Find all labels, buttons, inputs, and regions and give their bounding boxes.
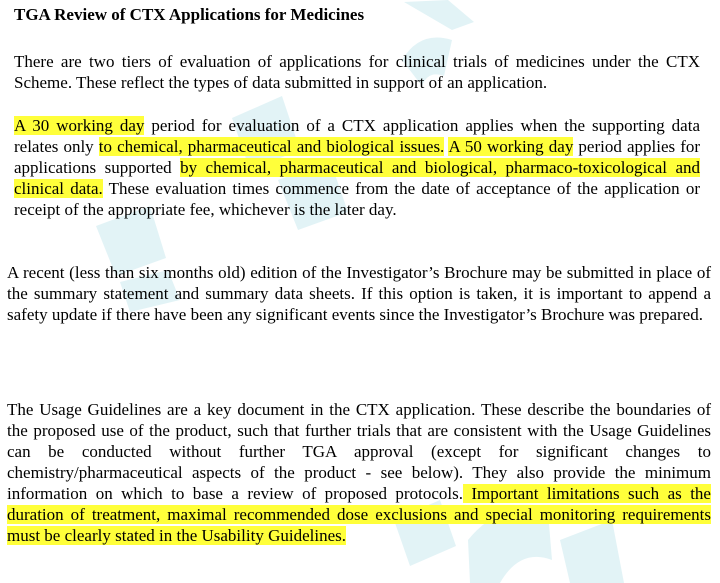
paragraph-working-days bbox=[14, 115, 700, 220]
highlight-chemical-issues: to chemical, pharmaceutical and biological issues. bbox=[98, 137, 445, 156]
document-title: TGA Review of CTX Applications for Medicines bbox=[14, 5, 365, 24]
text-segment: The Usage Guidelines are a key document in the CTX application. These describe the boundaries of the proposed use of the product, such that further trials that are consistent with the Usage Guidelines can be conducted without further TGA approval (except for significant changes to chemistry/pharmaceutical aspects of the product - see below). They also provide the minimum information on which to base a review of proposed protocols. bbox=[7, 400, 711, 503]
text-segment: These evaluation times commence from the date of acceptance of the application or receipt of the appropriate fee, whichever is the later day. bbox=[14, 179, 700, 219]
highlight-clinical-data: by chemical, pharmaceutical and biological, pharmaco-toxicological and clinical data. bbox=[14, 158, 700, 198]
highlight-important-limitations: Important limitations such as the duration of treatment, maximal recommended dose exclusions and special monitoring requirements must be clearly stated in the Usability Guidelines. bbox=[7, 484, 711, 545]
paragraph-usage-guidelines bbox=[7, 399, 711, 546]
paragraph-evaluation-tiers: There are two tiers of evaluation of applications for clinical trials of medicines under the CTX Scheme. These reflect the types of data submitted in support of an application. bbox=[14, 52, 700, 92]
highlight-50-working-day: A 50 working day bbox=[448, 137, 574, 156]
text-segment: period for evaluation of a CTX application applies when the supporting data relates only bbox=[14, 116, 700, 156]
highlight-30-working-day: A 30 working day bbox=[14, 116, 145, 135]
paragraph-investigators-brochure: A recent (less than six months old) edition of the Investigator’s Brochure may be submitted in place of the summary statement and summary data sheets. If this option is taken, it is important to append a safety update if there have been any significant events since the Investigator’s Brochure was prepared. bbox=[7, 263, 711, 324]
text-segment: period applies for applications supported bbox=[14, 137, 701, 177]
